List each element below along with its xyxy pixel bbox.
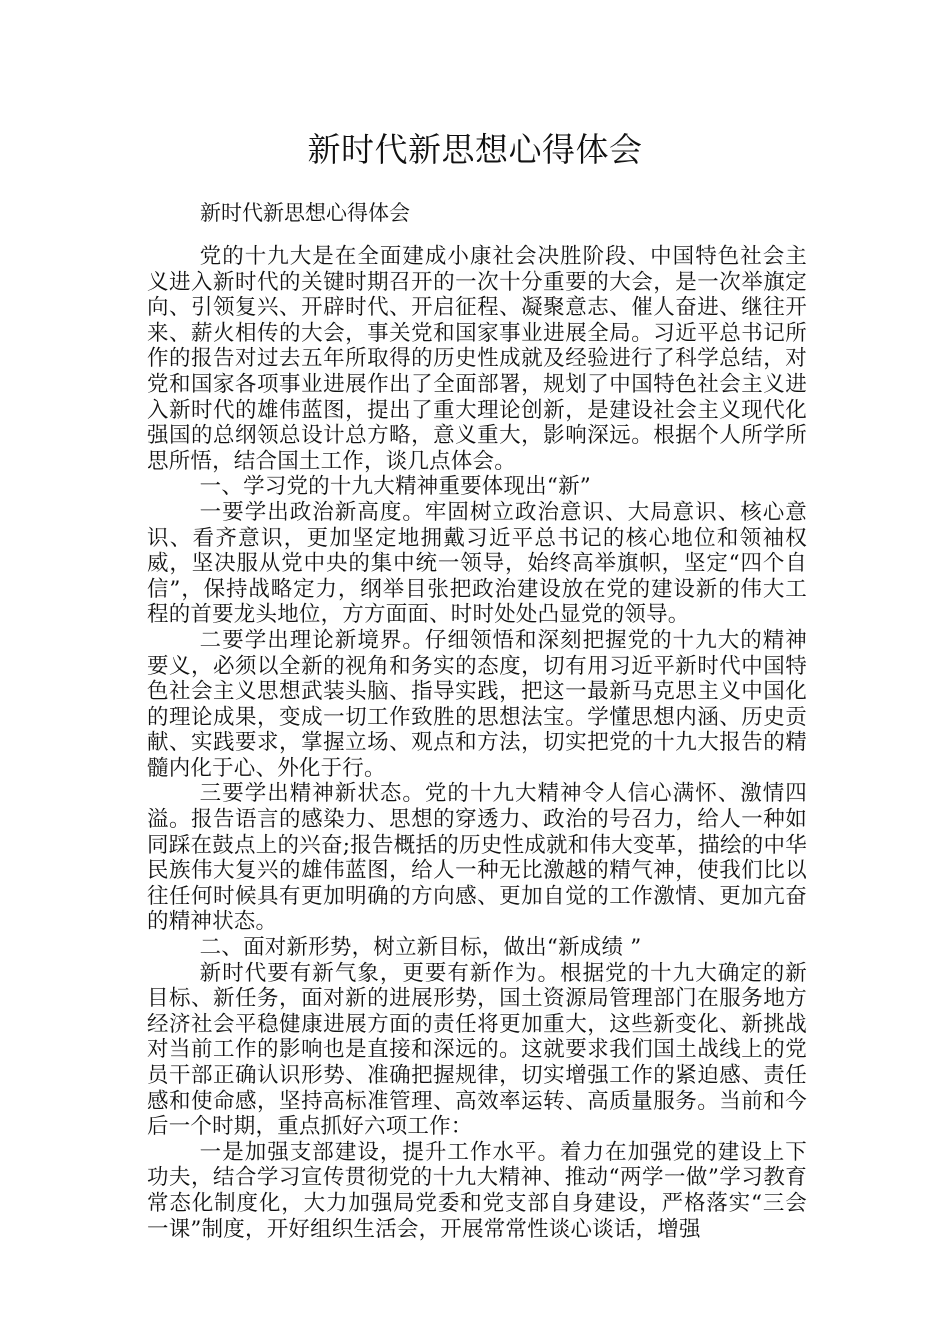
paragraph-theory-realm: 二要学出理论新境界。仔细领悟和深刻把握党的十九大的精神要义，必须以全新的视角和务实的态度，切有用习近平新时代中国特色社会主义思想武装头脑、指导实践，把这一最新马克思主义中国化的理论成果，变成一切工作致胜的思想法宝。学懂思想内涵、历史贡献、实践要求，掌握立场、观点和方法，切实把党的十九大报告的精髓内化于心、外化于行。 xyxy=(147,627,807,781)
section-heading-2: 二、面对新形势，树立新目标，做出“新成绩 ” xyxy=(199,935,642,961)
section-heading-1: 一、学习党的十九大精神重要体现出“新” xyxy=(199,474,591,500)
paragraph-intro: 党的十九大是在全面建成小康社会决胜阶段、中国特色社会主义进入新时代的关键时期召开的一次十分重要的大会，是一次举旗定向、引领复兴、开辟时代、开启征程、凝聚意志、催人奋进、继往开来、薪火相传的大会，事关党和国家事业进展全局。习近平总书记所作的报告对过去五年所取得的历史性成就及经验进行了科学总结，对党和国家各项事业进展作出了全面部署，规划了中国特色社会主义进入新时代的雄伟蓝图，提出了重大理论创新，是建设社会主义现代化强国的总纲领总设计总方略，意义重大，影响深远。根据个人所学所思所悟，结合国土工作，谈几点体会。 xyxy=(147,244,807,474)
paragraph-political-height: 一要学出政治新高度。牢固树立政治意识、大局意识、核心意识、看齐意识，更加坚定地拥戴习近平总书记的核心地位和领袖权威，坚决服从党中央的集中统一领导，始终高举旗帜，坚定“四个自信”，保持战略定力，纲举目张把政治建设放在党的建设新的伟大工程的首要龙头地位，方方面面、时时处处凸显党的领导。 xyxy=(147,499,807,628)
paragraph-new-era: 新时代要有新气象，更要有新作为。根据党的十九大确定的新目标、新任务，面对新的进展形势，国土资源局管理部门在服务地方经济社会平稳健康进展方面的责任将更加重大，这些新变化、新挑战对当前工作的影响也是直接和深远的。这就要求我们国土战线上的党员干部正确认识形势、准确把握规律，切实增强工作的紧迫感、责任感和使命感，坚持高标准管理、高效率运转、高质量服务。当前和今后一个时期，重点抓好六项工作： xyxy=(147,960,807,1140)
paragraph-spirit-state: 三要学出精神新状态。党的十九大精神令人信心满怀、激情四溢。报告语言的感染力、思想的穿透力、政治的号召力，给人一种如同踩在鼓点上的兴奋;报告概括的历史性成就和伟大变革，描绘的中华民族伟大复兴的雄伟蓝图，给人一种无比激越的精气神，使我们比以往任何时候具有更加明确的方向感、更加自觉的工作激情、更加亢奋的精神状态。 xyxy=(147,781,807,935)
document-subtitle: 新时代新思想心得体会 xyxy=(200,201,410,225)
document-title: 新时代新思想心得体会 xyxy=(307,130,643,169)
document-body xyxy=(147,244,807,1242)
paragraph-branch-building: 一是加强支部建设，提升工作水平。着力在加强党的建设上下功夫，结合学习宣传贯彻党的十九大精神、推动“两学一做”学习教育常态化制度化，大力加强局党委和党支部自身建设，严格落实“三会一课”制度，开好组织生活会，开展常常性谈心谈话，增强 xyxy=(147,1139,807,1242)
